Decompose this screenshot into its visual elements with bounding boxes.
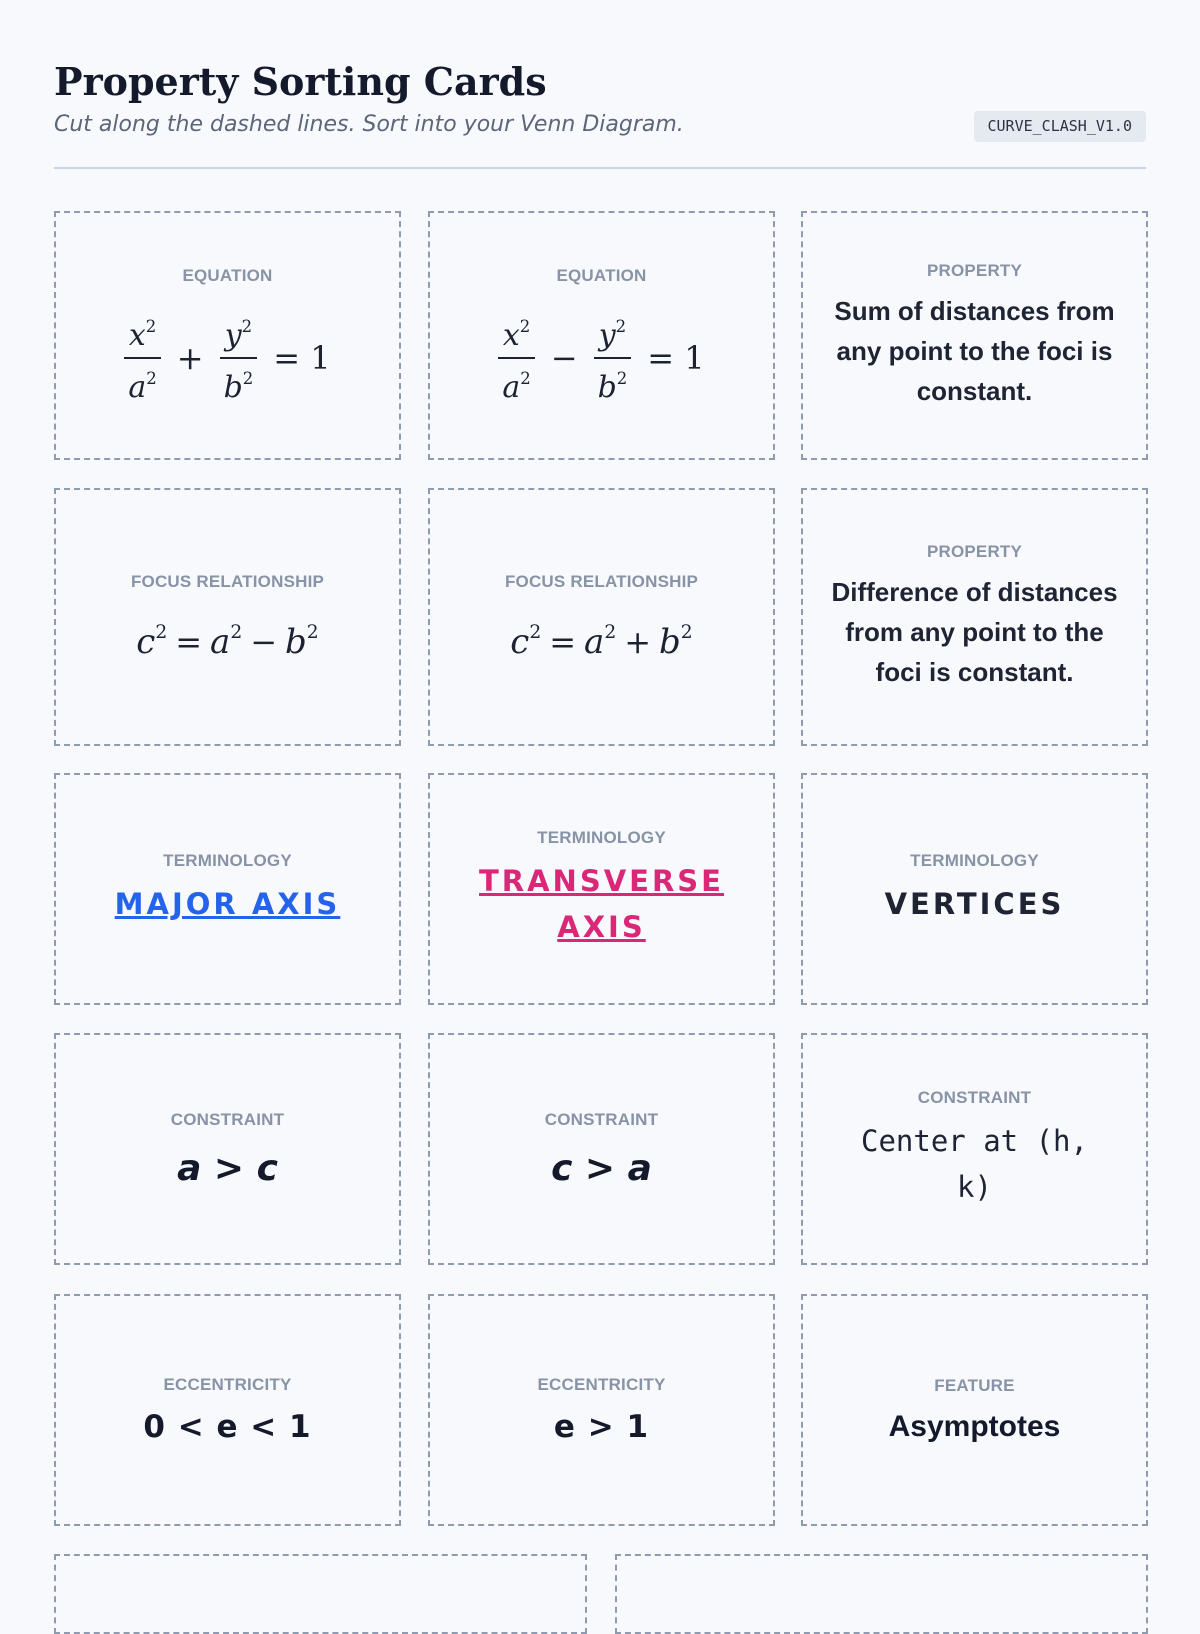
card-major-axis[interactable] [54, 773, 401, 1005]
term-text: VERTICES [884, 887, 1065, 921]
constraint-text: a > c [177, 1147, 278, 1189]
page-header [54, 56, 1146, 140]
card-category: FEATURE [934, 1376, 1015, 1395]
eccentricity-text: e > 1 [553, 1409, 650, 1445]
card-category: ECCENTRICITY [537, 1375, 666, 1394]
card-category: PROPERTY [926, 260, 1023, 280]
page-title: Property Sorting Cards [54, 59, 547, 104]
header-divider [54, 167, 1146, 169]
card-constraint-ac[interactable] [54, 1033, 401, 1265]
feature-text: Asymptotes [888, 1410, 1061, 1443]
card-category: CONSTRAINT [170, 1109, 285, 1129]
card-ecc-hyperbola[interactable] [428, 1294, 775, 1526]
card-ellipse-focus[interactable] [54, 488, 401, 746]
fraction-x: $\frac{x^2}{a^2}$ [498, 310, 534, 404]
card-asymptotes[interactable] [801, 1294, 1148, 1526]
fraction-y: $\frac{y^2}{b^2}$ [594, 310, 632, 404]
property-text: Difference of distances from any point to the foci is constant. [831, 577, 1118, 687]
term-text: TRANSVERSE AXIS [479, 864, 724, 944]
card-hyperbola-equation[interactable] [428, 211, 775, 460]
card-category: TERMINOLOGY [163, 851, 292, 870]
card-constraint-ca[interactable] [428, 1033, 775, 1265]
card-category: TERMINOLOGY [910, 851, 1039, 870]
fraction-x: $\frac{x^2}{a^2}$ [124, 310, 160, 404]
card-ellipse-property[interactable] [801, 211, 1148, 460]
card-partial-left[interactable] [54, 1554, 587, 1634]
card-category: TERMINOLOGY [537, 828, 666, 847]
focus-equation: $c^2$ = $a^2$ + $b^2$ [510, 622, 693, 662]
page-subtitle: Cut along the dashed lines. Sort into your Venn Diagram. [54, 112, 684, 137]
constraint-text: Center at (h, k) [861, 1124, 1088, 1204]
ellipse-equation: $\frac{x^2}{a^2}$ + $\frac{y^2}{b^2}$ = 1 [116, 310, 338, 404]
card-vertices[interactable] [801, 773, 1148, 1005]
card-category: FOCUS RELATIONSHIP [504, 572, 699, 591]
card-hyperbola-focus[interactable] [428, 488, 775, 746]
card-category: CONSTRAINT [544, 1109, 659, 1129]
fraction-y: $\frac{y^2}{b^2}$ [220, 310, 258, 404]
card-category: EQUATION [182, 266, 273, 286]
card-ellipse-equation[interactable] [54, 211, 401, 460]
card-category: EQUATION [556, 266, 647, 286]
focus-equation: $c^2$ = $a^2$ − $b^2$ [136, 622, 319, 662]
constraint-text: c > a [551, 1147, 652, 1189]
card-transverse-axis[interactable] [428, 773, 775, 1005]
property-text: Sum of distances from any point to the foci is constant. [834, 295, 1115, 406]
card-category: PROPERTY [926, 542, 1023, 561]
eccentricity-text: 0 < e < 1 [143, 1409, 312, 1445]
card-category: CONSTRAINT [917, 1088, 1032, 1107]
card-ecc-ellipse[interactable] [54, 1294, 401, 1526]
card-category: FOCUS RELATIONSHIP [130, 572, 325, 591]
version-badge: CURVE_CLASH_V1.0 [974, 111, 1147, 142]
card-constraint-center[interactable] [801, 1033, 1148, 1265]
term-text: MAJOR AXIS [114, 887, 341, 921]
card-partial-right[interactable] [615, 1554, 1148, 1634]
card-hyperbola-property[interactable] [801, 488, 1148, 746]
hyperbola-equation: $\frac{x^2}{a^2}$ − $\frac{y^2}{b^2}$ = 1 [490, 310, 712, 404]
card-category: ECCENTRICITY [163, 1375, 292, 1394]
